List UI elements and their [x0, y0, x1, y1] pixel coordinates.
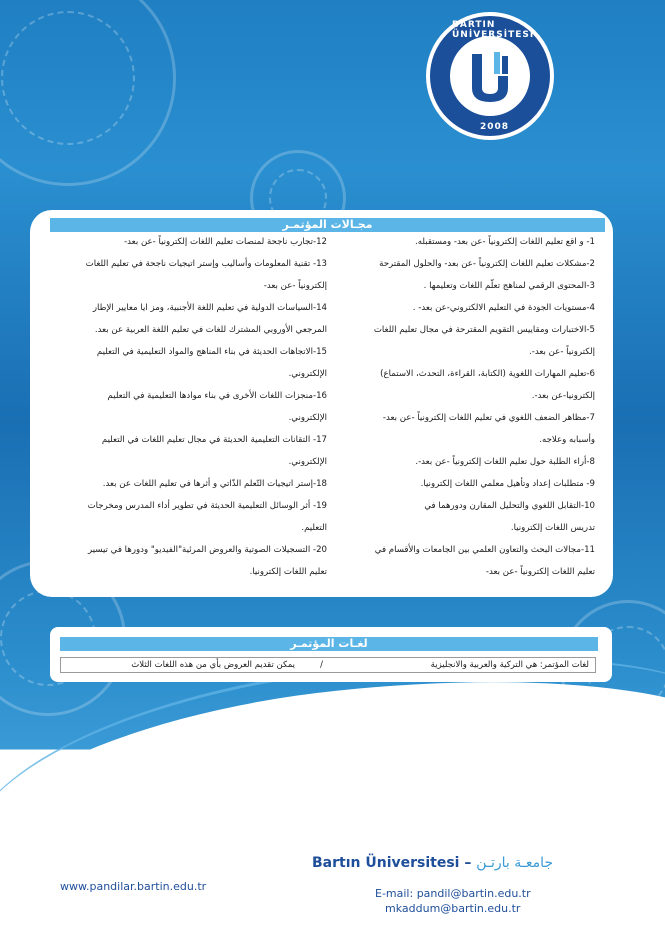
field-line: 19- أثر الوسائل التعليمية الحديثة في تطوير أداء المدرس ومخرجات: [87, 501, 327, 511]
languages-text: لغات المؤتمر: هي التركية والعربية والانجليزية: [430, 660, 589, 670]
languages-separator: /: [320, 660, 323, 670]
field-line: 14-السياسات الدولية في تعليم اللغة الأجنبية، ومز ايا معايير الإطار: [92, 303, 327, 313]
field-line: 4-مستويات الجودة في التعليم الالكتروني-عن بعد- .: [412, 303, 595, 313]
field-line: تعليم اللغات إلكترونيا.: [249, 567, 327, 577]
field-line: الإلكتروني.: [288, 369, 327, 379]
logo-arc-text: BARTIN ÜNİVERSİTESİ: [452, 20, 535, 40]
university-latin-name: Bartın Üniversitesi –: [312, 855, 472, 871]
field-line: تدريس اللغات إلكترونيا.: [510, 523, 595, 533]
field-line: 11-مجالات البحث والتعاون العلمي بين الجامعات والأقسام في: [374, 545, 595, 555]
field-line: 3-المحتوى الرقمي لمناهج تعلّم اللغات وتعليمها .: [423, 281, 595, 291]
field-line: 16-منجزات اللغات الأخرى في بناء موادها التعليمية في التعليم: [107, 391, 327, 401]
field-line: 9- متطلبات إعداد وتأهيل معلمي اللغات إلكترونيا.: [420, 479, 595, 489]
field-line: 18-إستر اتيجيات التّعلم الذّاتي و أثرها في تعليم اللغات عن بعد.: [102, 479, 327, 489]
field-line: 7-مظاهر الضعف اللغوي في تعليم اللغات إلكترونياً -عن بعد-: [382, 413, 595, 423]
email-link[interactable]: mkaddum@bartin.edu.tr: [385, 902, 521, 915]
field-line: 5-الاختبارات ومقاييس التقويم المقترحة في مجال تعليم اللغات: [373, 325, 595, 335]
languages-title: لغـات المؤتمـر: [60, 637, 598, 651]
field-line: 6-تعليم المهارات اللغوية (الكتابة، القراءة، التحدث، الاستماع): [380, 369, 595, 379]
field-line: المرجعي الأوروبي المشترك للغات في تعليم اللغة العربية عن بعد.: [94, 325, 327, 335]
field-line: 2-مشكلات تعليم اللغات إلكترونياً -عن بعد- والحلول المقترحة: [379, 259, 595, 269]
field-line: 1- و اقع تعليم اللغات إلكترونياً -عن بعد- ومستقبله.: [415, 237, 595, 247]
field-line: الإلكتروني.: [288, 413, 327, 423]
field-line: إلكترونيا-عن بعد-.: [531, 391, 595, 401]
contact-emails: [375, 886, 531, 916]
field-line: إلكترونياً -عن بعد-.: [529, 347, 595, 357]
footer-university: [312, 855, 553, 871]
logo-emblem: [450, 36, 530, 116]
university-arabic-name: جامعـة بارتـن: [476, 855, 554, 871]
logo-emblem-icon: [450, 36, 530, 116]
fields-right-column: [333, 231, 595, 583]
field-line: 17- التقانات التعليمية الحديثة في مجال تعليم اللغات في التعليم: [101, 435, 327, 445]
virus-decoration-icon: [0, 0, 176, 186]
field-line: 13- تقنية المعلومات وأساليب وإستر اتيجيات ناجحة في تعليم اللغات: [85, 259, 327, 269]
email-link[interactable]: E-mail: pandil@bartin.edu.tr: [375, 887, 531, 900]
field-line: الإلكتروني.: [288, 457, 327, 467]
languages-note: يمكن تقديم العروض بأي من هذه اللغات الثلاث: [131, 660, 295, 670]
languages-card: [50, 627, 612, 682]
field-line: تعليم اللغات إلكترونياً -عن بعد-: [485, 567, 595, 577]
field-line: 20- التسجيلات الصوتية والعروض المرئية"الفيديو" ودورها في تيسير: [87, 545, 327, 555]
field-line: 8-أراء الطلبة حول تعليم اللغات إلكترونياً -عن بعد-.: [415, 457, 595, 467]
field-line: وأسبابه وعلاجه.: [539, 435, 595, 445]
fields-title: مجـالات المؤتمـر: [50, 218, 605, 232]
logo-year: 2008: [480, 122, 510, 132]
field-line: 10-التقابل اللغوي والتحليل المقارن ودورهما في: [424, 501, 595, 511]
languages-row: [60, 657, 596, 673]
website-link[interactable]: www.pandilar.bartin.edu.tr: [60, 880, 207, 893]
field-line: 12-تجارب ناجحة لمنصات تعليم اللغات إلكترونياً -عن بعد-: [124, 237, 327, 247]
field-line: 15-الاتجاهات الحديثة في بناء المناهج والمواد التعليمية في التعليم: [96, 347, 327, 357]
fields-left-column: [71, 231, 327, 583]
field-line: إلكترونياً -عن بعد-: [263, 281, 327, 291]
university-logo: [426, 12, 554, 140]
field-line: التعليم.: [301, 523, 327, 533]
